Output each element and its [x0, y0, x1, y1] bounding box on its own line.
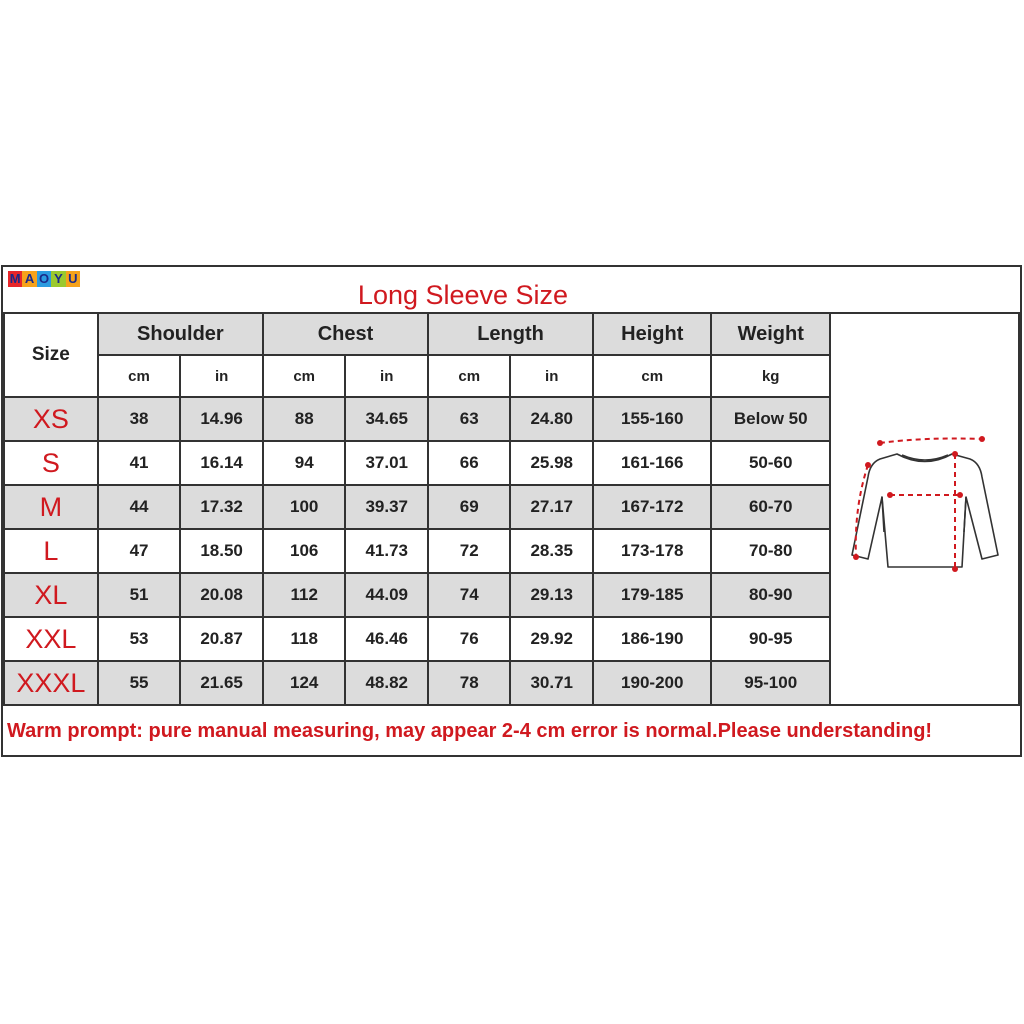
table-cell: 69 [428, 485, 510, 529]
size-label: XL [4, 573, 98, 617]
table-cell: 90-95 [711, 617, 829, 661]
table-cell: 72 [428, 529, 510, 573]
table-cell: 63 [428, 397, 510, 441]
column-group-header: Length [428, 313, 593, 355]
table-cell: 17.32 [180, 485, 263, 529]
table-cell: 16.14 [180, 441, 263, 485]
table-cell: 29.13 [510, 573, 593, 617]
size-chart [1, 265, 1022, 757]
table-cell: 112 [263, 573, 345, 617]
table-cell: 124 [263, 661, 345, 705]
measurement-note: Warm prompt: pure manual measuring, may appear 2-4 cm error is normal.Please understanding! [7, 720, 933, 742]
table-cell: 155-160 [593, 397, 711, 441]
table-cell: 14.96 [180, 397, 263, 441]
table-cell: 51 [98, 573, 181, 617]
table-cell: 76 [428, 617, 510, 661]
unit-header: kg [711, 355, 829, 397]
table-cell: 179-185 [593, 573, 711, 617]
table-cell: 88 [263, 397, 345, 441]
size-label: XS [4, 397, 98, 441]
column-group-header: Shoulder [98, 313, 263, 355]
table-cell: Below 50 [711, 397, 829, 441]
table-cell: 37.01 [345, 441, 428, 485]
table-cell: 55 [98, 661, 181, 705]
size-table [3, 312, 1020, 706]
table-cell: 28.35 [510, 529, 593, 573]
table-cell: 173-178 [593, 529, 711, 573]
table-cell: 48.82 [345, 661, 428, 705]
long-sleeve-shirt-icon [832, 407, 1017, 607]
table-cell: 50-60 [711, 441, 829, 485]
table-cell: 161-166 [593, 441, 711, 485]
unit-header: cm [428, 355, 510, 397]
column-group-header: Chest [263, 313, 428, 355]
column-group-header: Height [593, 313, 711, 355]
table-cell: 21.65 [180, 661, 263, 705]
size-label: XXXL [4, 661, 98, 705]
size-label: S [4, 441, 98, 485]
table-cell: 100 [263, 485, 345, 529]
unit-header: in [345, 355, 428, 397]
table-cell: 46.46 [345, 617, 428, 661]
brand-logo: M A O Y U [8, 271, 80, 287]
size-label: M [4, 485, 98, 529]
table-cell: 190-200 [593, 661, 711, 705]
table-cell: 27.17 [510, 485, 593, 529]
table-cell: 44.09 [345, 573, 428, 617]
unit-header: cm [263, 355, 345, 397]
table-cell: 20.08 [180, 573, 263, 617]
table-cell: 38 [98, 397, 181, 441]
size-label: XXL [4, 617, 98, 661]
table-cell: 106 [263, 529, 345, 573]
unit-header: in [510, 355, 593, 397]
table-cell: 41 [98, 441, 181, 485]
table-cell: 74 [428, 573, 510, 617]
table-cell: 167-172 [593, 485, 711, 529]
table-cell: 118 [263, 617, 345, 661]
unit-header: in [180, 355, 263, 397]
shirt-illustration-cell [830, 313, 1019, 705]
table-cell: 47 [98, 529, 181, 573]
table-cell: 80-90 [711, 573, 829, 617]
table-cell: 66 [428, 441, 510, 485]
table-cell: 44 [98, 485, 181, 529]
table-cell: 18.50 [180, 529, 263, 573]
table-cell: 70-80 [711, 529, 829, 573]
chart-title: Long Sleeve Size [357, 280, 569, 310]
table-cell: 30.71 [510, 661, 593, 705]
table-cell: 29.92 [510, 617, 593, 661]
table-cell: 39.37 [345, 485, 428, 529]
table-cell: 20.87 [180, 617, 263, 661]
table-cell: 78 [428, 661, 510, 705]
size-label: L [4, 529, 98, 573]
header-row [4, 313, 1019, 355]
table-cell: 24.80 [510, 397, 593, 441]
table-cell: 94 [263, 441, 345, 485]
table-cell: 95-100 [711, 661, 829, 705]
table-cell: 34.65 [345, 397, 428, 441]
column-group-header: Weight [711, 313, 829, 355]
table-cell: 53 [98, 617, 181, 661]
unit-header: cm [593, 355, 711, 397]
table-cell: 25.98 [510, 441, 593, 485]
unit-header: cm [98, 355, 181, 397]
table-cell: 186-190 [593, 617, 711, 661]
size-header: Size [4, 313, 98, 397]
table-cell: 60-70 [711, 485, 829, 529]
table-cell: 41.73 [345, 529, 428, 573]
